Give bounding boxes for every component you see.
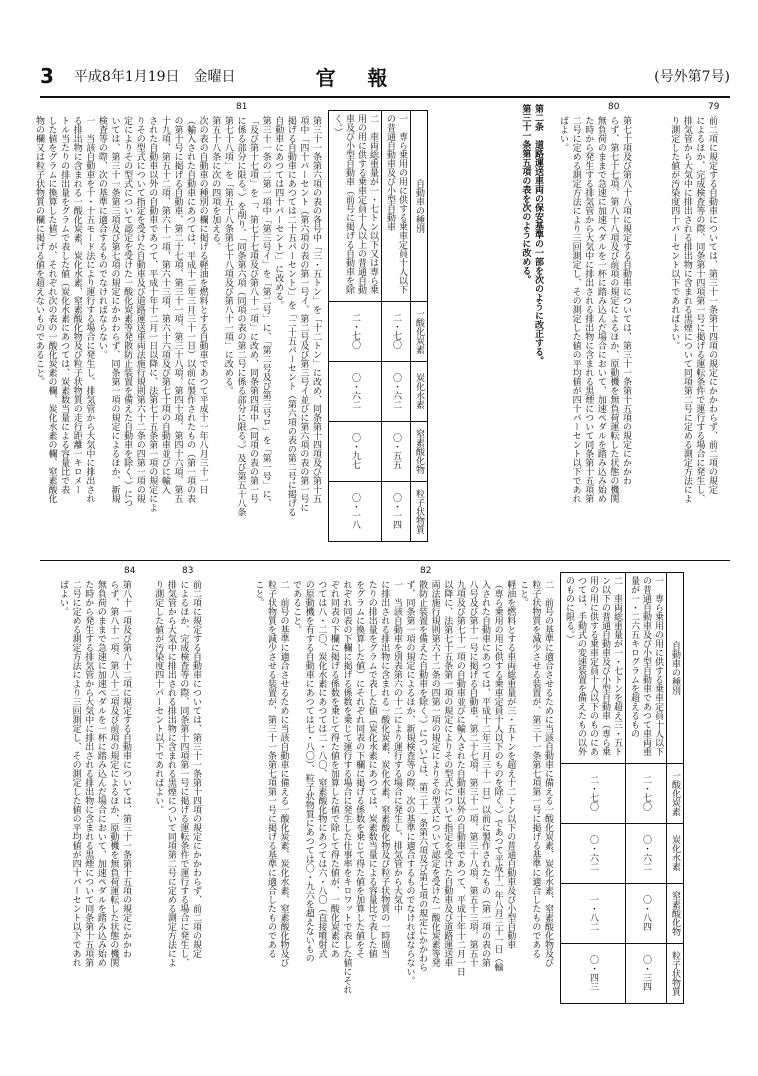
table-header-cell: 自動車の種別 xyxy=(411,111,427,302)
text-line: された自動車以外の自動車であつて、平成十年十二月一日以降に、法第七十五条第一項の規定によ xyxy=(147,116,158,512)
text-line: 自動車にあつては四十パーセント）」に改める。 xyxy=(273,116,284,310)
table-cell: 二・七〇 xyxy=(329,302,381,362)
text-line: ず、同条第一項の規定によるほか、新規検査等の際、次の基準に適合するものでなければならない。 xyxy=(404,580,415,985)
table-header-cell: 粒子状物質 xyxy=(414,488,424,534)
table-row xyxy=(329,111,381,541)
text-line: たりの排出量をグラムで表した値（炭化水素にあつては、炭素数当量による容量比で表した値 xyxy=(366,580,377,958)
paragraph-number-81: 81 xyxy=(236,102,248,112)
table-cell: 〇・六二 xyxy=(382,362,410,422)
text-line: こと。 xyxy=(253,580,264,607)
table-cell: 一 専ら乗用の用に供する乗車定員十人以下の普通自動車及び小型自動車 xyxy=(382,111,410,302)
header-rule xyxy=(40,96,730,98)
table-cell: 〇・六二 xyxy=(626,824,666,884)
text-line: いては、第三十一条第三項及び第七項の規定にかかわらず、同条第一項の規定によるほか、新規 xyxy=(109,116,120,503)
emission-table-upper xyxy=(328,110,428,542)
table-row xyxy=(381,111,410,541)
text-line: 二号に定める測定方法により三回測定し、その測定した値の平均値が四十パーセント以下であれ xyxy=(70,580,81,967)
issue-date: 平成8年1月19日 金曜日 xyxy=(73,69,236,85)
table-cell: 〇・一四 xyxy=(391,493,401,530)
text-line: 排気管から大気中に排出される排出物に含まれる黒煙について同項第二号に定める測定方法によ xyxy=(681,116,692,503)
paragraph-81 xyxy=(33,116,322,546)
table-header-cell: 炭化水素 xyxy=(667,824,683,884)
table-header-row xyxy=(666,573,683,1003)
text-line: た時から発生する排気管から大気中に排出される排出物に含まれる黒煙について同条第十五項第 xyxy=(83,580,94,967)
table-cell: 〇・九七 xyxy=(329,422,381,482)
text-line: 物の欄又は粒子状物質の欄に掲げる値を超えないものであること。 xyxy=(33,116,44,386)
text-line: 定によりその型式について認定を受けた一酸化炭素等発散防止装置を備えた自動車を除く。）につ xyxy=(122,116,133,508)
table-cell: 〇・五五 xyxy=(382,422,410,482)
text-line: 第三十一条の二第一項中「第三号イ」を「第二号」に、「第二号及び第三号ロ」を「第一号」に、 xyxy=(260,116,271,508)
text-line: 第五十八条に次の四項を加える。 xyxy=(210,116,221,251)
text-line: に係る部分に限る。）を削り、「同条第六項（同項の表の第二号に係る部分に限る。）及び第五十八条 xyxy=(235,116,246,517)
table-cell: 二 車両総重量が一・七トンを超え三・五トン以下の普通自動車及び小型自動車（専ら乗用の用に供する乗車定員十人以下のものにあつては、手動式の変速装置を備えたもの以外のものに限る。） xyxy=(561,573,625,764)
table-cell: 〇・一八 xyxy=(350,493,360,530)
text-line: 第七十八項」を「第五十八条第七十八項及び第八十一項」に改める。 xyxy=(222,116,233,395)
table-header-cell: 炭化水素 xyxy=(411,362,427,422)
text-line: であること。 xyxy=(291,580,302,634)
text-line: た時から発生する排気管から大気中に排出される排出物に含まれる黒煙について同条第十五項第 xyxy=(583,116,594,503)
text-line: 十九項、第五十二項、第六十一項、第六十三項、第六十六項及び第七十項の自動車並びに輸入 xyxy=(159,116,170,494)
text-line: 九項及び第七十一項の自動車並びに輸入された自動車以外の自動車であつて、平成十年十二月一日 xyxy=(454,580,465,976)
text-line: れぞれ同表の下欄に掲げる係数を乗じて運行する場合に発生した仕事率をキロワットで表した値にそれ xyxy=(341,580,352,994)
text-line: によるほか、完成検査等の際、同条第十四項第一号に掲げる運転条件で運行する場合に発生し、 xyxy=(694,116,705,503)
text-line: した値をグラムに換算した値）が、それぞれ次の表の一酸化炭素の欄、炭化水素の欄、窒素酸化 xyxy=(46,116,57,503)
table-cell: 〇・六二 xyxy=(561,824,625,884)
text-line: トル当たりの排出量をグラムで表した値（炭化水素にあつては、炭素数当量による容量比で表 xyxy=(59,116,70,494)
text-line: 二号に定める測定方法により三回測定し、その測定した値の平均値が四十パーセント以下であれ xyxy=(570,116,581,503)
table-header-cell: 一酸化炭素 xyxy=(411,302,427,362)
page-header xyxy=(40,58,730,94)
issue-number: (号外第7号) xyxy=(654,69,730,85)
text-line: 第三十一条第五項の表を次のように改める。 xyxy=(520,104,531,284)
paragraph-84 xyxy=(40,580,132,1020)
paragraph-80 xyxy=(546,116,632,546)
text-line: 第七十項及び第八十八項に規定する自動車については、第三十一条第十五項の規定にかかわ xyxy=(621,116,631,485)
text-line: 一 当該自動車を十・十五モード法により運行する場合に発生し、排気管から大気中に排出され xyxy=(84,116,95,503)
text-line: 項中「四十パーセント（第六項の表の第一号イ、第二号及び第三号イ並びに第六項の表の第一号に xyxy=(298,116,309,512)
emission-table-lower xyxy=(560,572,684,1004)
table-cell: 〇・三四 xyxy=(641,955,651,992)
table-header-cell: 粒子状物質 xyxy=(670,950,680,996)
paragraph-83 xyxy=(140,580,202,1020)
table-header-row xyxy=(410,111,427,541)
text-line: 前二項に規定する自動車については、第三十一条第十四項の規定にかかわらず、前二項の規定 xyxy=(707,116,717,494)
table-header-cell: 自動車の種別 xyxy=(667,573,683,764)
text-line: 検査等の際、次の基準に適合するものでなければならない。 xyxy=(96,116,107,359)
table-cell: 〇・六二 xyxy=(329,362,381,422)
paragraph-79 xyxy=(654,116,718,546)
text-line: の原動機を有する自動車にあつては七・八〇）、粒子状物質にあつては〇・九六を超えないもの xyxy=(303,580,314,963)
text-line: 無負荷のままで急速に加速ペダルを一杯に踏み込んだ場合において、加速ペダルを踏み込み始め xyxy=(595,116,606,503)
text-line: り測定した値が汚染度四十パーセント以下であればよい。 xyxy=(669,116,680,350)
table-header-cell: 一酸化炭素 xyxy=(667,764,683,824)
paragraph-number-83: 83 xyxy=(182,566,194,576)
table-cell: 二・七〇 xyxy=(626,764,666,824)
table-header-cell: 窒素酸化物 xyxy=(667,884,683,944)
text-line: 前二項に規定する自動車については、第三十一条第十四項の規定にかかわらず、前二項の規定 xyxy=(191,580,201,958)
text-line: らず、第八十一項、第八十二項及び前項の規定によるほか、原動機を無負荷運転した状態の機関 xyxy=(108,580,119,967)
text-line: 掲げる自動車にあつては二十五パーセント）」を「二十五パーセント（第六項の表の第二号に掲げる xyxy=(285,116,296,517)
text-line: ばよい。 xyxy=(558,116,569,152)
text-line: ぞれ同表の下欄に掲げる係数を乗じて得た値を加算した値で除して得た値が、一酸化炭素にあ xyxy=(328,580,339,958)
text-line: 軽油を燃料とする車両総重量が三・五トンを超え十二トン以下の普通自動車及び小型自動車 xyxy=(505,580,516,949)
paragraph-number-80: 80 xyxy=(608,102,620,112)
text-line: る排出物に含まれる一酸化炭素、炭化水素、窒素酸化物及び粒子状物質の走行距離一キロメー xyxy=(71,116,82,494)
text-line: り測定した値が汚染度四十パーセント以下であればよい。 xyxy=(153,580,164,814)
text-line: の第十号に掲げる自動車、第二十七項、第三十一項、第三十八項、第四十項、第四十六項、第五 xyxy=(172,116,183,503)
table-cell: 二・七〇 xyxy=(561,764,625,824)
paragraph-number-84: 84 xyxy=(124,566,136,576)
text-line: 以降に、法第七十五条第一項の規定によりその型式について指定を受けた自動車及び道路運送車 xyxy=(442,580,453,967)
text-line: をグラムに換算した値）にそれぞれ同表の下欄に掲げる係数を乗じて得た値を加算した値をそ xyxy=(354,580,365,958)
text-line: 散防止装置を備えた自動車を除く。）については、第三十一条第六項及び第七項の規定にかかわら xyxy=(417,580,428,972)
text-line: 一 当該自動車を別表第六の十二により運行する場合に発生し、排気管から大気中 xyxy=(391,580,402,913)
text-line: 両法施行規則第六十二条の四第一項の規定によりその型式について認定を受けた一酸化炭素等発 xyxy=(429,580,440,967)
text-line: らず、第七十七項、第八十八項及び前項の規定によるほか、原動機を無負荷運転した状態の機関 xyxy=(608,116,619,503)
text-line: 無負荷のままで急速に加速ペダルを一杯に踏み込んだ場合において、加速ペダルを踏み込み始め xyxy=(95,580,106,967)
paragraph-number-79: 79 xyxy=(708,102,720,112)
table-row xyxy=(561,573,625,1003)
text-line: （専ら乗用の用に供する乗車定員十人以下のものを除く。）であつて平成十一年八月三十一日（輸 xyxy=(492,580,503,972)
gazette-title: 官報 xyxy=(315,65,420,90)
table-cell: 二 車両総重量が一・七トン以下又は専ら乗用の用に供する乗車定員十人以上の普通自動車及び小型自動車（前号に掲げる自動車を除く。） xyxy=(329,111,381,302)
table-cell: 〇・八四 xyxy=(626,884,666,944)
text-line: 八号及び第十一号に掲げる自動車、第二十七項、第三十一項、第三十八項、第五十三項、第五十 xyxy=(467,580,478,967)
text-line: こと。 xyxy=(517,580,528,607)
table-cell: 二・七〇 xyxy=(382,302,410,362)
amendment-article-2 xyxy=(514,104,544,524)
page-number: 3 xyxy=(40,64,54,88)
text-line: 二 前号の基準に適合させるために当該自動車に備える一酸化炭素、炭化水素、窒素酸化物及び xyxy=(278,580,289,967)
text-line: 粒子状物質を減少させる装置が、第三十一条第七項第一号に掲げる基準に適合したものである xyxy=(530,580,541,958)
text-line: 「及び第十七項」を「、第七十七項及び第八十一項」に改め、同条第四項中（同項の表の第一号 xyxy=(248,116,259,503)
table-row xyxy=(625,573,666,1003)
table-cell: 一 専ら乗用の用に供する乗車定員十人以下の普通自動車及び小型自動車であつて車両重量が一・二六五キログラムを超えるもの xyxy=(626,573,666,764)
paragraph-number-82: 82 xyxy=(420,566,432,576)
text-line: ばよい。 xyxy=(58,580,69,616)
text-line: 次の表の自動車の種別の欄に掲げる軽油を燃料とする自動車であつて平成十一年八月三十一日 xyxy=(197,116,208,494)
section-divider xyxy=(40,560,730,561)
text-line: 入された自動車にあつては、平成十二年三月三十一日）以前に製作されたもの（第一項の表の第 xyxy=(480,580,491,967)
text-line: りその型式について指定を受けた自動車及び道路運送車両法施行規則第六十二条の四第一項の規 xyxy=(134,116,145,503)
text-line: つては八・二〇、炭化水素にあつては二・八〇、窒素酸化物にあつては六・八〇（直接噴射式 xyxy=(316,580,327,958)
text-line: （輸入された自動車にあつては、平成十二年三月三十一日）以前に製作されたもの（第一項の表 xyxy=(185,116,196,503)
text-line: に排出される排出物に含まれる一酸化炭素、炭化水素、窒素酸化物及び粒子状物質の一時間当 xyxy=(379,580,390,958)
text-line: 第三十一条第六項の表の各号中「三・五トン」を「十二トン」に改め、同条第十四項及び第十五 xyxy=(311,116,321,503)
text-line: 第八十一項及び第八十二項に規定する自動車については、第三十一条第十五項の規定にかかわ xyxy=(121,580,131,958)
text-line: 第二条 道路運送車両の保安基準の一部を次のように改正する。 xyxy=(533,104,543,365)
table-cell: 〇・四三 xyxy=(588,955,598,992)
text-line: 排気管から大気中に排出される排出物に含まれる黒煙について同項第二号に定める測定方法によ xyxy=(165,580,176,967)
text-line: 粒子状物質を減少させる装置が、第三十一条第七項第一号に掲げる基準に適合したものである xyxy=(265,580,276,958)
text-line: によるほか、完成検査等の際、同条第十四項第一号に掲げる運転条件で運行する場合に発生し、 xyxy=(178,580,189,967)
table-header-cell: 窒素酸化物 xyxy=(411,422,427,482)
table-cell: 一・八二 xyxy=(561,884,625,944)
paragraph-82 xyxy=(206,580,554,1020)
text-line: 二 前号の基準に適合させるために当該自動車に備える一酸化炭素、炭化水素、窒素酸化物及び xyxy=(543,580,553,967)
